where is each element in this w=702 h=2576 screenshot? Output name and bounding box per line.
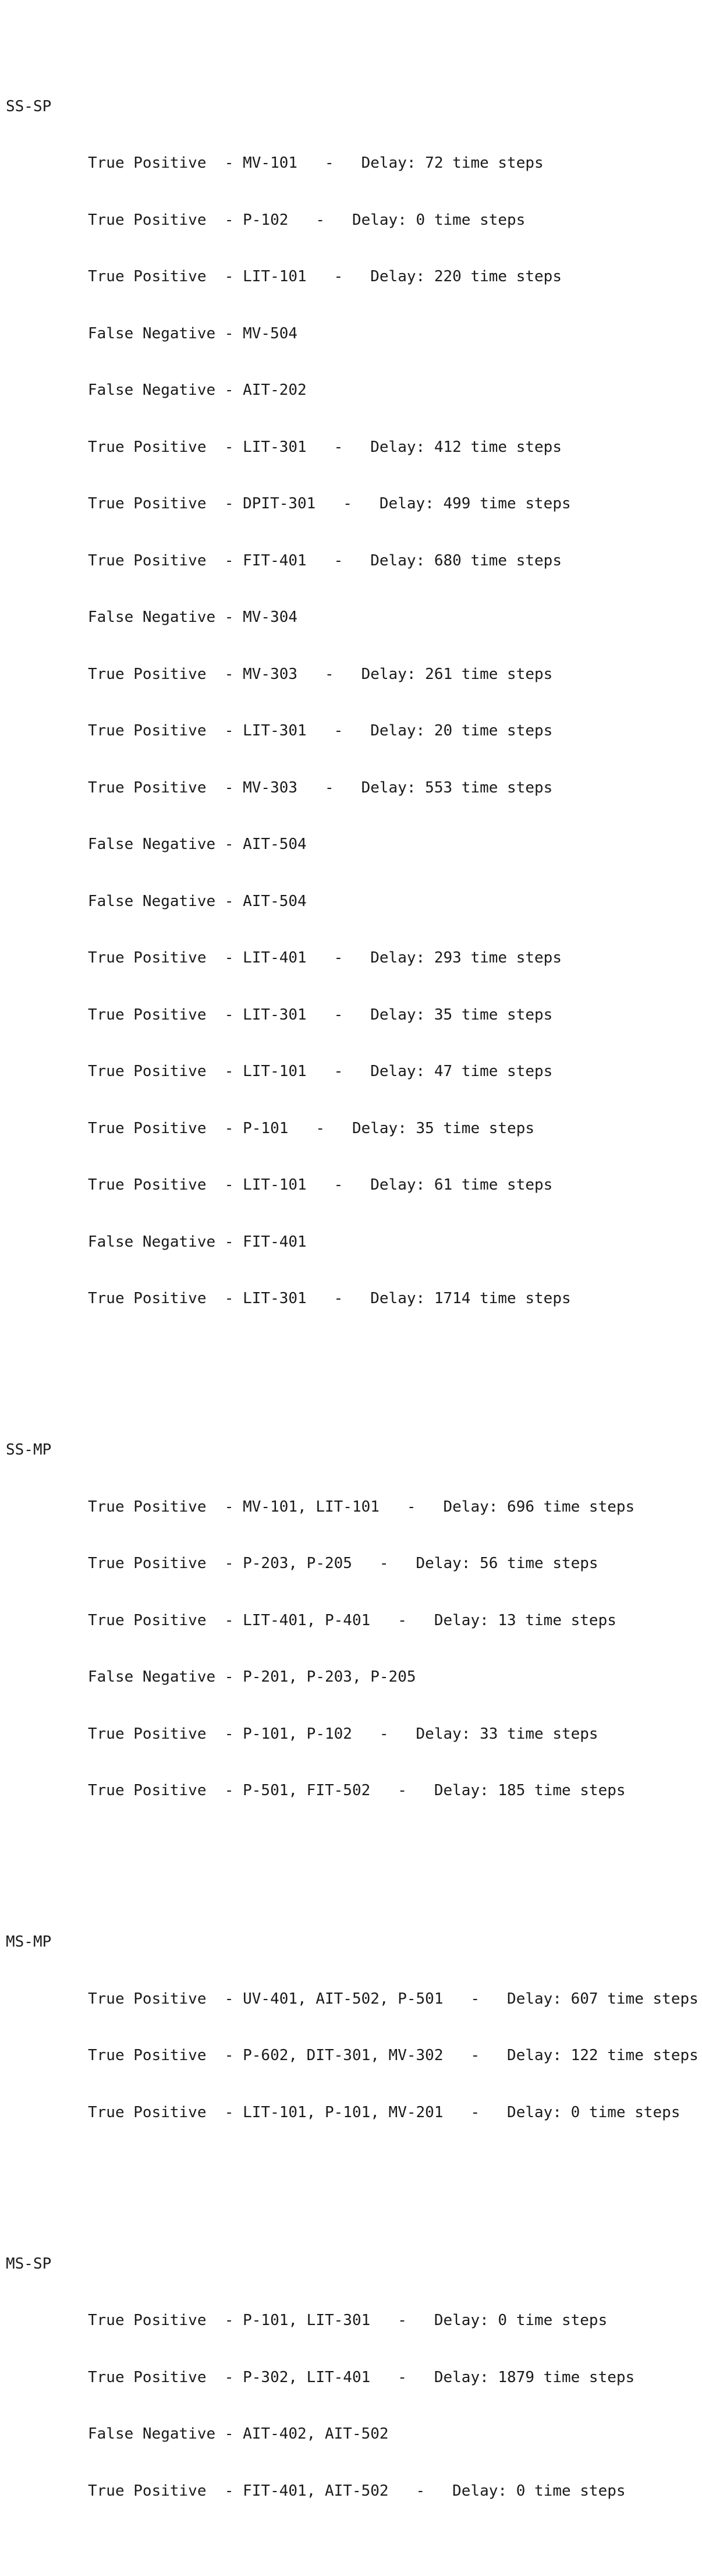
result-line: False Negative - AIT-504 xyxy=(88,892,307,910)
result-line: True Positive - P-302, LIT-401 - Delay: 1879 time steps xyxy=(88,2368,635,2386)
result-line: False Negative - MV-504 xyxy=(88,324,298,342)
console-output xyxy=(6,2,699,2576)
section-title: MS-MP xyxy=(6,1933,52,1951)
result-line: True Positive - UV-401, AIT-502, P-501 - Delay: 607 time steps xyxy=(88,1990,699,2008)
result-line: True Positive - LIT-101 - Delay: 61 time steps xyxy=(88,1176,553,1194)
section-ss-sp xyxy=(6,59,699,1346)
result-line: True Positive - LIT-401, P-401 - Delay: 13 time steps xyxy=(88,1611,616,1629)
result-line: True Positive - LIT-301 - Delay: 1714 time steps xyxy=(88,1290,571,1307)
result-line: True Positive - P-102 - Delay: 0 time steps xyxy=(88,211,526,229)
section-ms-sp xyxy=(6,2217,699,2539)
result-line: True Positive - P-101 - Delay: 35 time steps xyxy=(88,1119,535,1137)
result-line: False Negative - AIT-402, AIT-502 xyxy=(88,2425,389,2443)
section-ms-mp xyxy=(6,1895,699,2160)
section-ss-mp xyxy=(6,1403,699,1838)
result-line: True Positive - FIT-401, AIT-502 - Delay: 0 time steps xyxy=(88,2482,626,2500)
result-line: True Positive - LIT-401 - Delay: 293 time steps xyxy=(88,949,562,967)
result-line: False Negative - MV-304 xyxy=(88,608,298,626)
result-line: True Positive - MV-101 - Delay: 72 time steps xyxy=(88,154,544,172)
section-title: SS-MP xyxy=(6,1441,52,1459)
result-line: True Positive - P-501, FIT-502 - Delay: 185 time steps xyxy=(88,1782,626,1799)
result-line: True Positive - P-101, LIT-301 - Delay: 0 time steps xyxy=(88,2312,608,2329)
result-line: True Positive - P-101, P-102 - Delay: 33 time steps xyxy=(88,1725,598,1743)
section-title: SS-SP xyxy=(6,97,52,115)
result-line: True Positive - P-602, DIT-301, MV-302 - Delay: 122 time steps xyxy=(88,2047,699,2064)
result-line: True Positive - LIT-301 - Delay: 20 time steps xyxy=(88,722,553,739)
result-line: True Positive - DPIT-301 - Delay: 499 time steps xyxy=(88,495,571,512)
result-line: True Positive - FIT-401 - Delay: 680 time steps xyxy=(88,551,562,569)
result-line: False Negative - FIT-401 xyxy=(88,1233,307,1251)
result-line: True Positive - P-203, P-205 - Delay: 56 time steps xyxy=(88,1555,598,1572)
result-line: False Negative - AIT-504 xyxy=(88,836,307,853)
result-line: True Positive - LIT-101, P-101, MV-201 - Delay: 0 time steps xyxy=(88,2103,680,2121)
result-line: True Positive - MV-101, LIT-101 - Delay: 696 time steps xyxy=(88,1498,635,1516)
result-line: True Positive - LIT-101 - Delay: 47 time steps xyxy=(88,1063,553,1080)
result-line: True Positive - LIT-301 - Delay: 412 time steps xyxy=(88,438,562,456)
result-line: True Positive - LIT-101 - Delay: 220 time steps xyxy=(88,268,562,285)
result-line: True Positive - MV-303 - Delay: 261 time steps xyxy=(88,665,553,683)
result-line: True Positive - MV-303 - Delay: 553 time steps xyxy=(88,779,553,797)
section-title: MS-SP xyxy=(6,2255,52,2273)
result-line: True Positive - LIT-301 - Delay: 35 time steps xyxy=(88,1006,553,1024)
result-line: False Negative - P-201, P-203, P-205 xyxy=(88,1668,416,1686)
result-line: False Negative - AIT-202 xyxy=(88,381,307,399)
